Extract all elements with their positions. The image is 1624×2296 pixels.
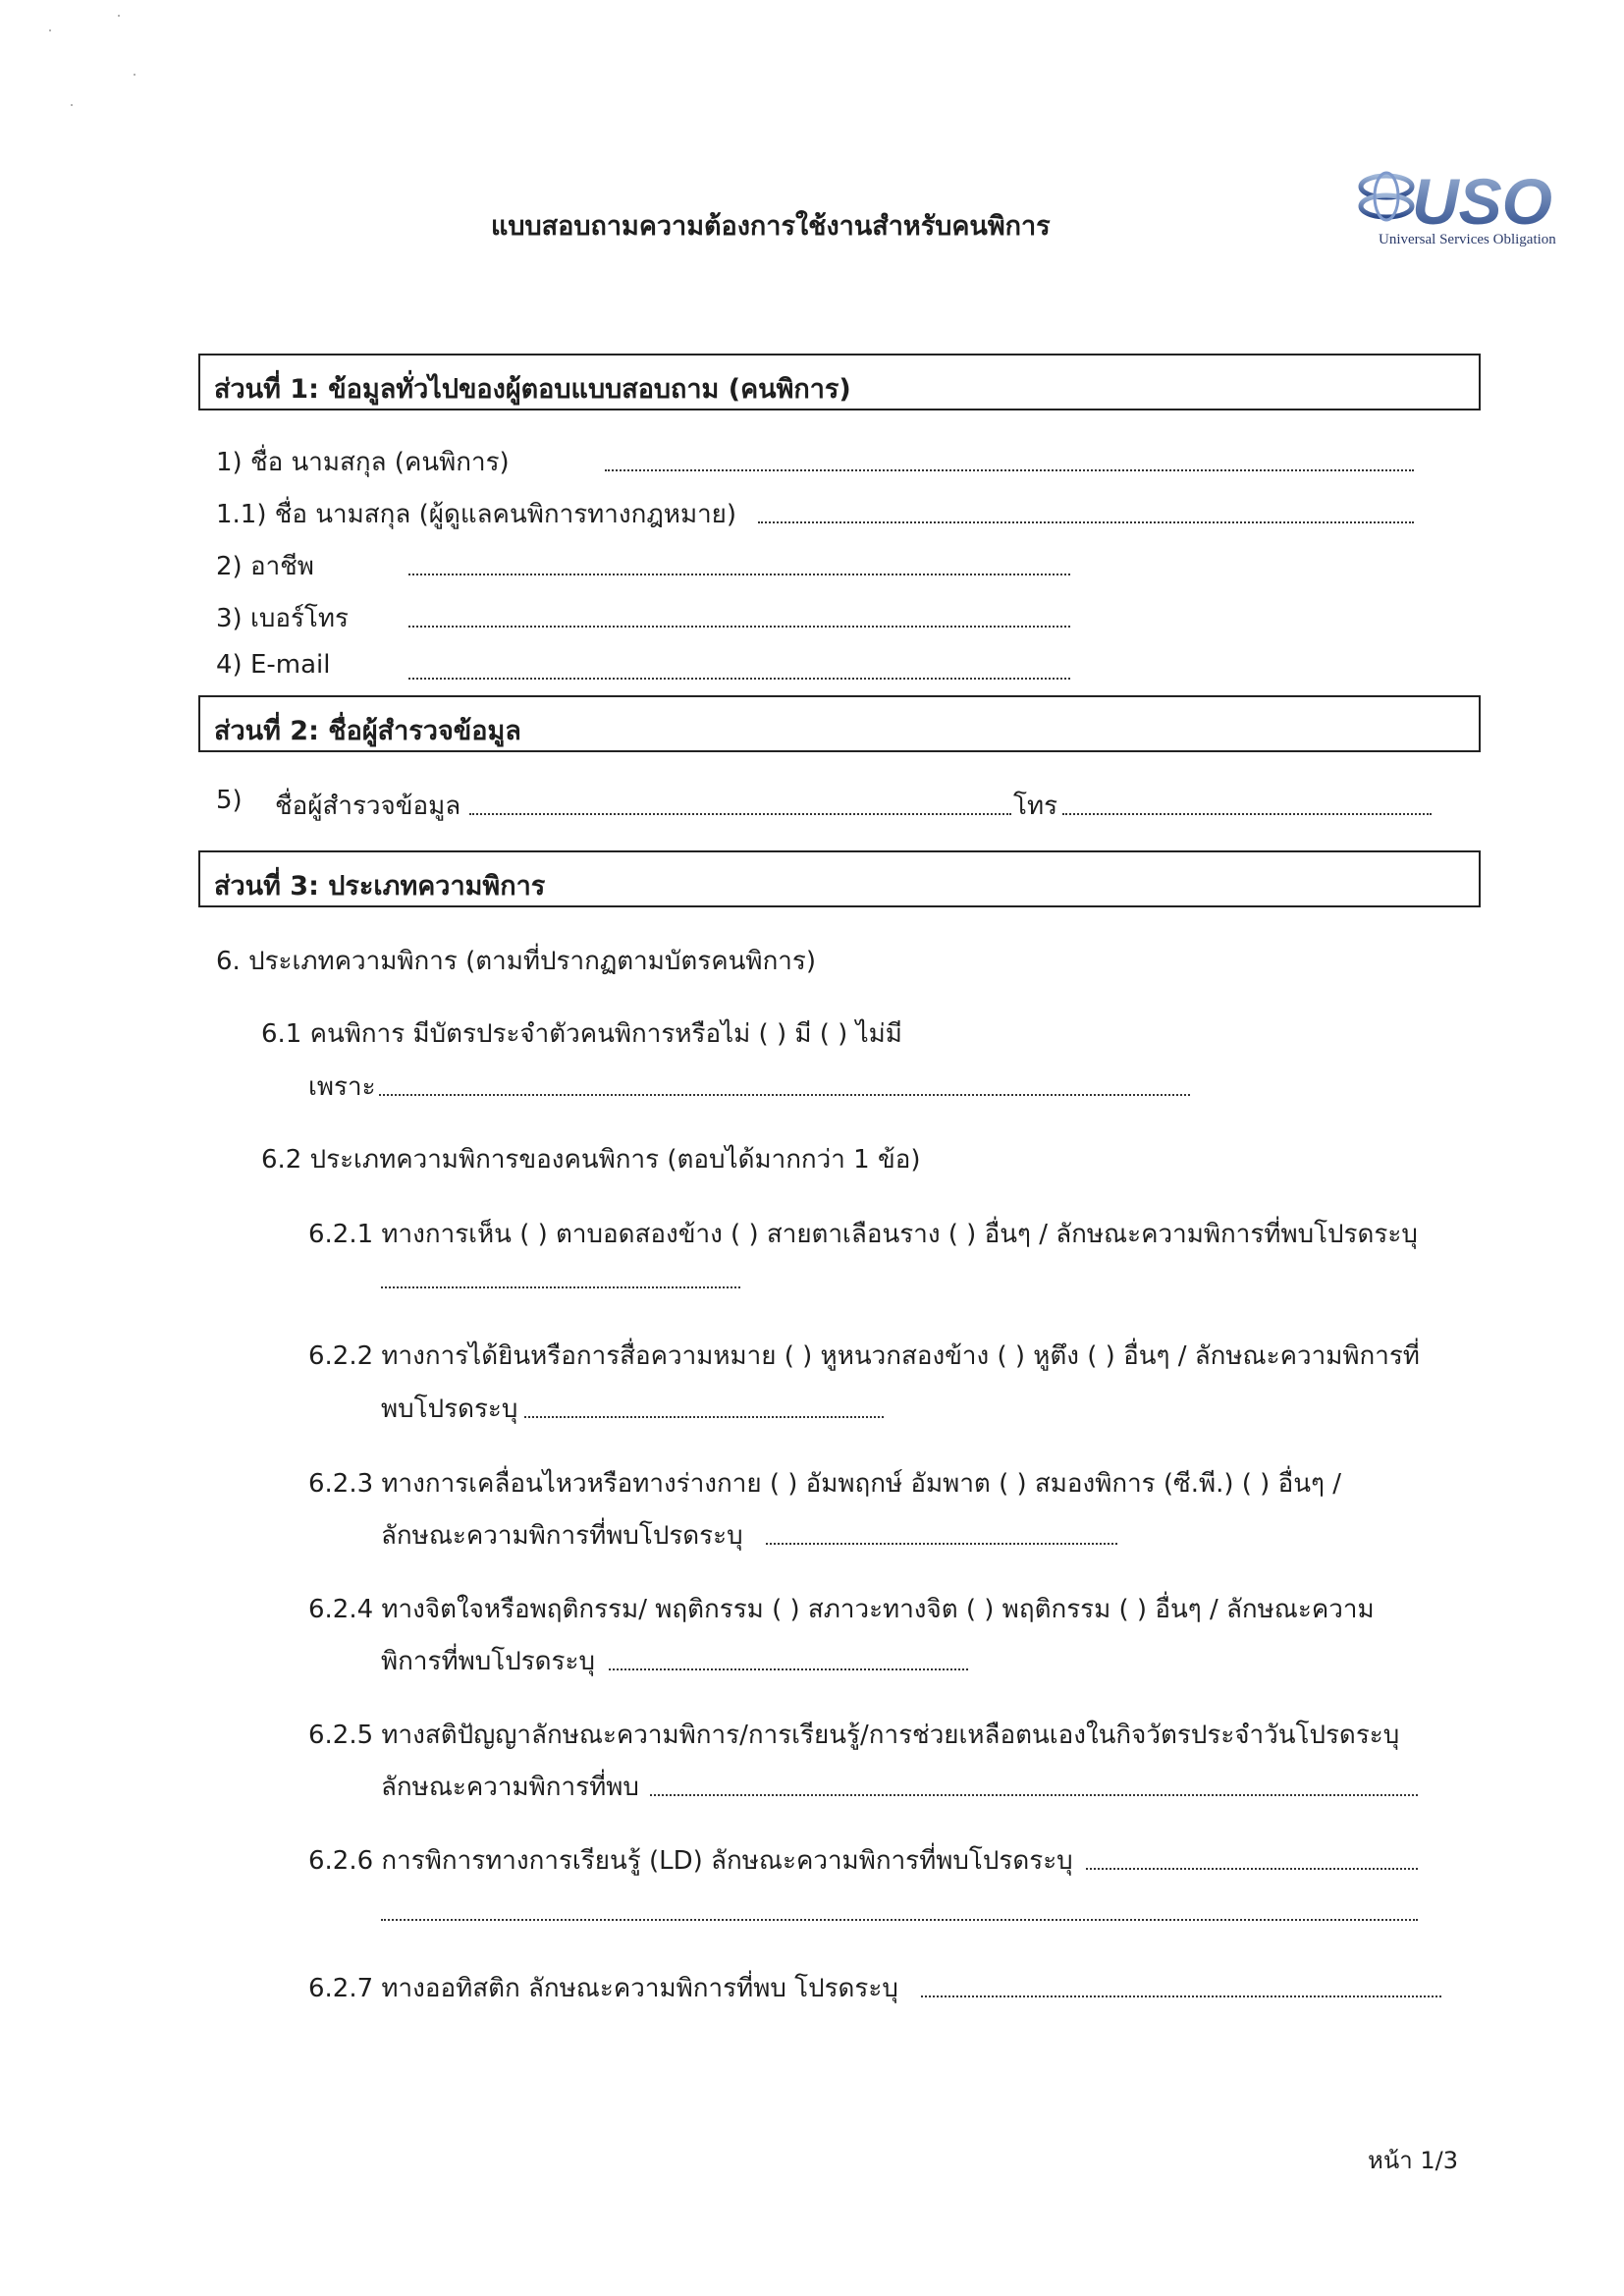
field-phone-input[interactable] bbox=[408, 626, 1070, 628]
section-3-title: ส่วนที่ 3: ประเภทความพิการ bbox=[214, 871, 546, 902]
item-5-number: 5) bbox=[216, 786, 243, 815]
item-6-2-2: 6.2.2 ทางการได้ยินหรือการสื่อความหมาย ( ) หูหนวกสองข้าง ( ) หูตึง ( ) อื่นๆ / ลักษณะความพิการที่ bbox=[308, 1341, 1420, 1371]
section-1-title: ส่วนที่ 1: ข้อมูลทั่วไปของผู้ตอบแบบสอบถาม (คนพิการ) bbox=[214, 374, 851, 405]
surveyor-phone-input[interactable] bbox=[1062, 813, 1432, 815]
question-6-1: 6.1 คนพิการ มีบัตรประจำตัวคนพิการหรือไม่ ( ) มี ( ) ไม่มี bbox=[261, 1019, 902, 1049]
field-name-label: 1) ชื่อ นามสกุล (คนพิการ) bbox=[216, 448, 510, 477]
section-1-header bbox=[198, 354, 1481, 410]
item-6-2-1-input[interactable] bbox=[381, 1286, 740, 1288]
item-6-2-3-input[interactable] bbox=[766, 1543, 1117, 1545]
item-6-2-7: 6.2.7 ทางออทิสติก ลักษณะความพิการที่พบ โปรดระบุ bbox=[308, 1974, 898, 2003]
surveyor-phone-label: โทร bbox=[1013, 792, 1058, 821]
surveyor-input[interactable] bbox=[469, 813, 1011, 815]
field-email-input[interactable] bbox=[408, 678, 1070, 680]
document-title: แบบสอบถามความต้องการใช้งานสำหรับคนพิการ bbox=[491, 211, 1051, 242]
surveyor-label: ชื่อผู้สำรวจข้อมูล bbox=[275, 792, 461, 821]
field-name-input[interactable] bbox=[605, 469, 1414, 471]
item-6-2-4: 6.2.4 ทางจิตใจหรือพฤติกรรม/ พฤติกรรม ( ) สภาวะทางจิต ( ) พฤติกรรม ( ) อื่นๆ / ลักษณะความ bbox=[308, 1595, 1375, 1624]
item-6-2-5: 6.2.5 ทางสติปัญญาลักษณะความพิการ/การเรียนรู้/การช่วยเหลือตนเองในกิจวัตรประจำวันโปรดระบุ bbox=[308, 1721, 1400, 1750]
item-6-2-5-input[interactable] bbox=[650, 1794, 1418, 1796]
section-2-title: ส่วนที่ 2: ชื่อผู้สำรวจข้อมูล bbox=[214, 716, 521, 746]
uso-logo-icon bbox=[1353, 157, 1608, 236]
question-6-2: 6.2 ประเภทความพิการของคนพิการ (ตอบได้มากกว่า 1 ข้อ) bbox=[261, 1145, 921, 1175]
field-guardian-input[interactable] bbox=[758, 521, 1414, 523]
item-6-2-4-input[interactable] bbox=[609, 1668, 968, 1670]
item-6-2-6-input[interactable] bbox=[1086, 1868, 1418, 1870]
item-6-2-3: 6.2.3 ทางการเคลื่อนไหวหรือทางร่างกาย ( ) อัมพฤกษ์ อัมพาต ( ) สมองพิการ (ซี.พี.) ( ) อื่นๆ / bbox=[308, 1469, 1341, 1499]
question-6: 6. ประเภทความพิการ (ตามที่ปรากฏตามบัตรคนพิการ) bbox=[216, 947, 817, 976]
question-6-1-because-input[interactable] bbox=[379, 1094, 1190, 1096]
item-6-2-7-input[interactable] bbox=[921, 1995, 1441, 1997]
item-6-2-6: 6.2.6 การพิการทางการเรียนรู้ (LD) ลักษณะความพิการที่พบโปรดระบุ bbox=[308, 1846, 1073, 1876]
item-6-2-5-cont: ลักษณะความพิการที่พบ bbox=[381, 1773, 639, 1802]
field-occupation-input[interactable] bbox=[408, 574, 1070, 575]
question-6-1-because-label: เพราะ bbox=[308, 1072, 376, 1102]
logo-wordmark: USO bbox=[1412, 165, 1553, 236]
scan-speck bbox=[49, 29, 51, 31]
field-email-label: 4) E-mail bbox=[216, 650, 331, 680]
field-occupation-label: 2) อาชีพ bbox=[216, 552, 314, 581]
logo-subtitle: Universal Services Obligation bbox=[1379, 232, 1556, 247]
item-6-2-3-cont: ลักษณะความพิการที่พบโปรดระบุ bbox=[381, 1521, 743, 1551]
item-6-2-1: 6.2.1 ทางการเห็น ( ) ตาบอดสองข้าง ( ) สายตาเลือนราง ( ) อื่นๆ / ลักษณะความพิการที่พบโปรดระบุ bbox=[308, 1220, 1418, 1249]
section-2-header bbox=[198, 695, 1481, 752]
section-3-header bbox=[198, 850, 1481, 907]
scan-speck bbox=[118, 15, 120, 17]
uso-logo bbox=[1353, 157, 1608, 255]
page-number: หน้า 1/3 bbox=[1368, 2147, 1458, 2174]
item-6-2-2-input[interactable] bbox=[524, 1416, 884, 1418]
field-guardian-label: 1.1) ชื่อ นามสกุล (ผู้ดูแลคนพิการทางกฎหมาย) bbox=[216, 500, 737, 529]
scan-speck bbox=[134, 74, 135, 76]
item-6-2-2-cont: พบโปรดระบุ bbox=[381, 1394, 518, 1424]
item-6-2-6-input-line2[interactable] bbox=[381, 1919, 1418, 1921]
scan-speck bbox=[71, 104, 73, 106]
field-phone-label: 3) เบอร์โทร bbox=[216, 604, 349, 633]
item-6-2-4-cont: พิการที่พบโปรดระบุ bbox=[381, 1647, 595, 1676]
